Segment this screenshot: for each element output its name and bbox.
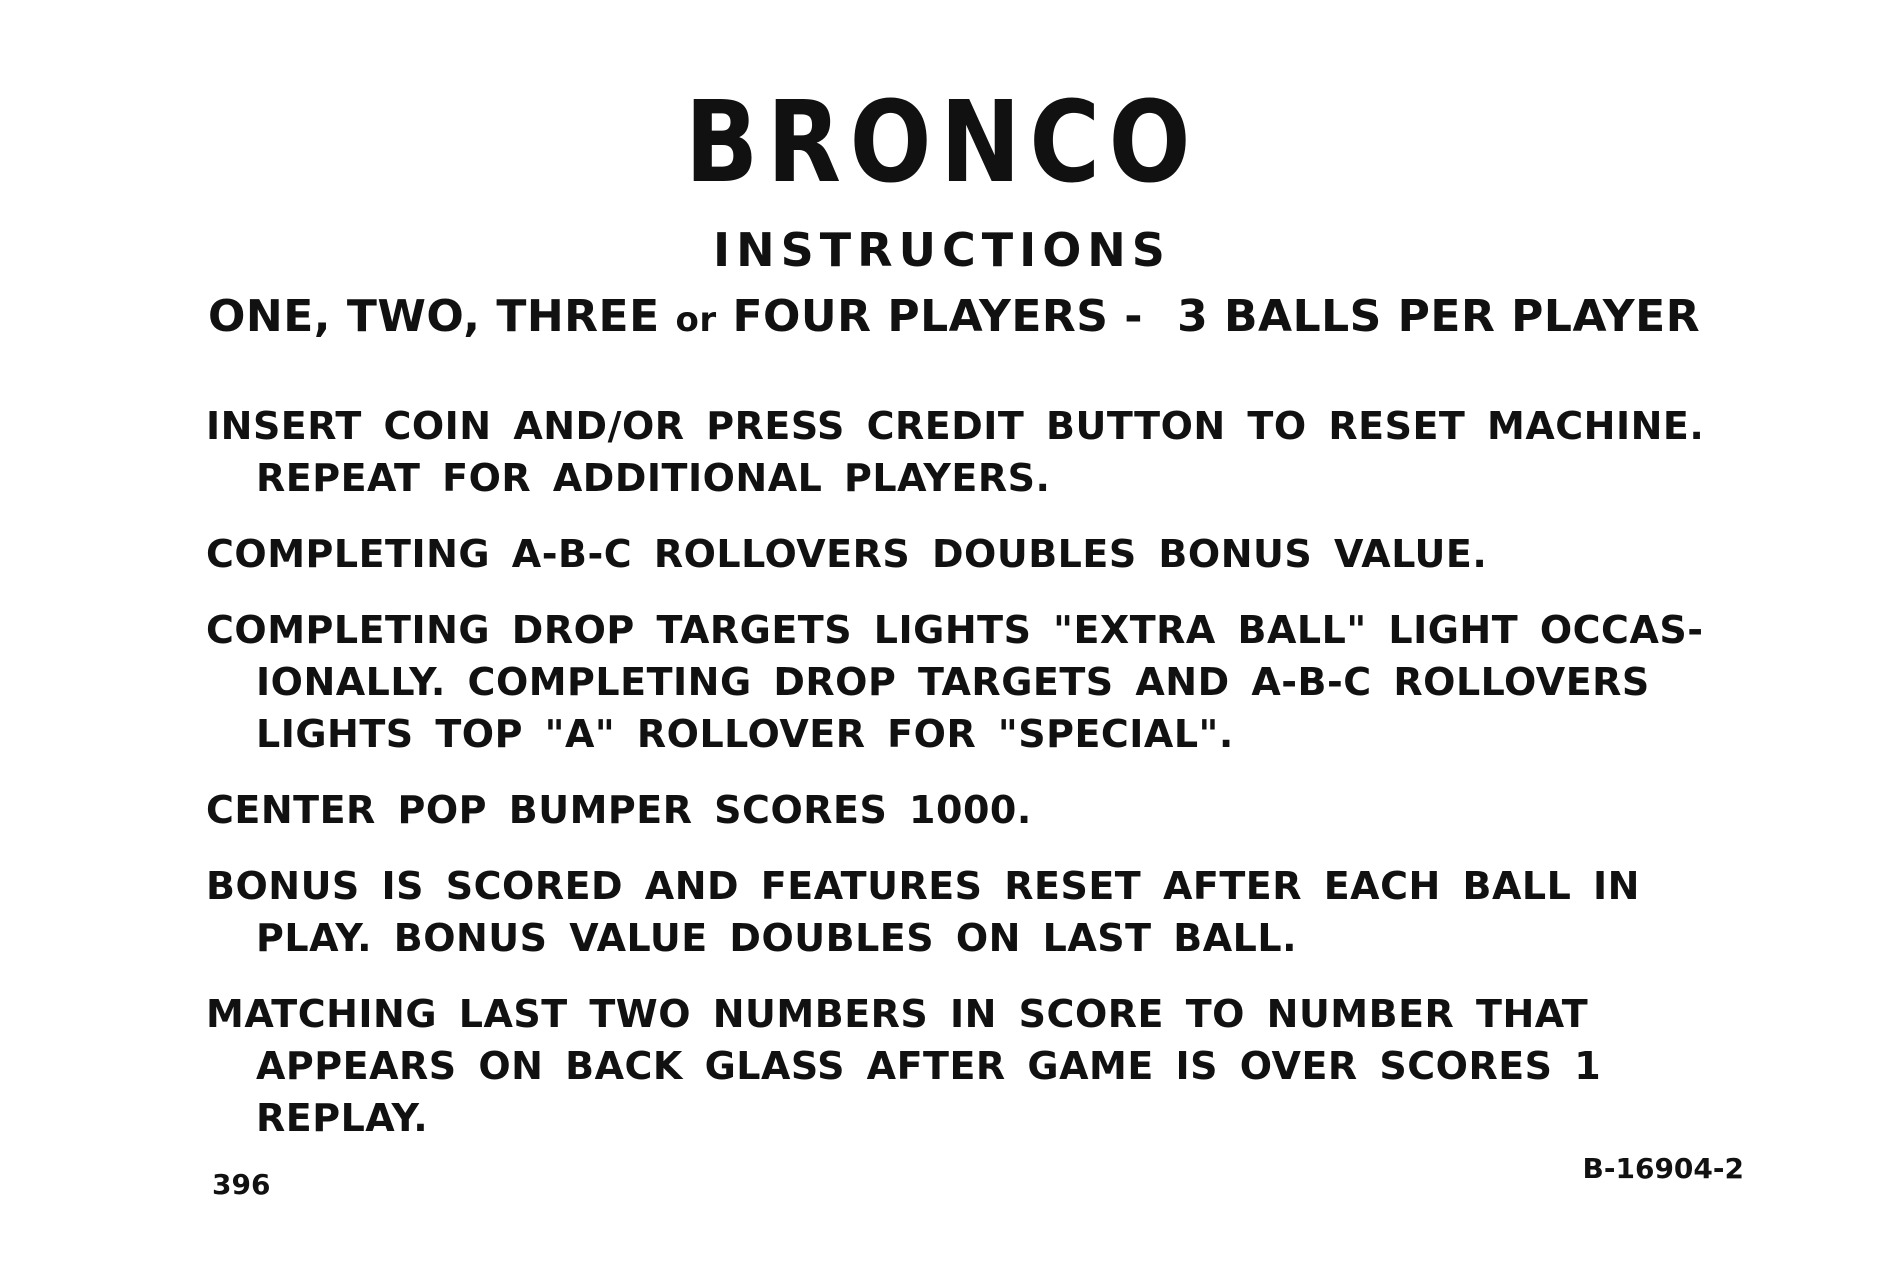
card-number: 396 — [212, 1168, 271, 1201]
rule-item: BONUS IS SCORED AND FEATURES RESET AFTER EACH BALL IN PLAY. BONUS VALUE DOUBLES ON LAST BALL. — [206, 864, 1640, 960]
players-line-part1: ONE, TWO, THREE — [208, 291, 660, 342]
rule-item: INSERT COIN AND/OR PRESS CREDIT BUTTON TO RESET MACHINE. REPEAT FOR ADDITIONAL PLAYERS. — [206, 404, 1705, 500]
rule-item: COMPLETING DROP TARGETS LIGHTS "EXTRA BALL" LIGHT OCCAS-IONALLY. COMPLETING DROP TARGETS AND A-B-C ROLLOVERS LIGHTS TOP "A" ROLLOVER FOR "SPECIAL". — [206, 608, 1704, 756]
rule-item: CENTER POP BUMPER SCORES 1000. — [206, 788, 1032, 832]
players-line-part3: 3 BALLS PER PLAYER — [1177, 291, 1701, 342]
rule-item: MATCHING LAST TWO NUMBERS IN SCORE TO NUMBER THAT APPEARS ON BACK GLASS AFTER GAME IS OVER SCORES 1 REPLAY. — [206, 992, 1602, 1140]
game-title: BRONCO — [684, 78, 1200, 208]
players-line-or: or — [675, 300, 717, 340]
instructions-heading: INSTRUCTIONS — [713, 223, 1171, 277]
rule-item: COMPLETING A-B-C ROLLOVERS DOUBLES BONUS VALUE. — [206, 532, 1488, 576]
players-line-part2: FOUR PLAYERS - — [732, 291, 1144, 342]
players-line — [208, 292, 1748, 345]
rules-list — [206, 400, 1766, 1168]
part-number: B-16904-2 — [1582, 1152, 1744, 1185]
